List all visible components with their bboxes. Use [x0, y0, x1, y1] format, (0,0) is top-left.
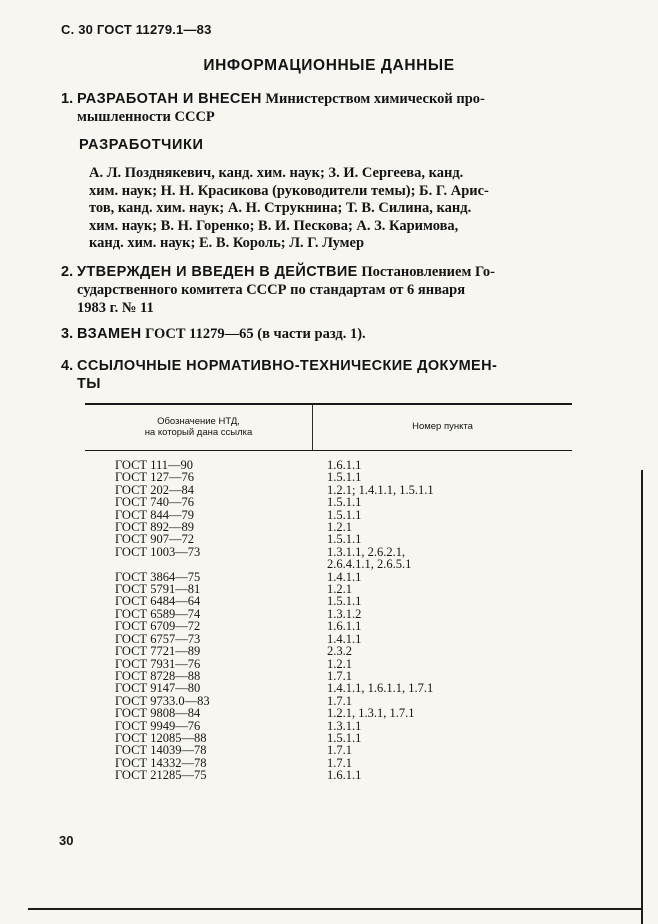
section-developed-by: [61, 90, 583, 126]
clause-numbers: 1.2.1: [327, 582, 352, 597]
developers-list: [89, 165, 583, 253]
gost-designation: ГОСТ 6484—64: [115, 594, 201, 609]
clause-numbers: 1.5.1.1: [327, 495, 362, 510]
section-text: ГОСТ 11279—65 (в части разд. 1).: [145, 326, 366, 342]
developers-line: тов, канд. хим. наук; А. Н. Струкнина; Т. В. Силина, канд.: [89, 200, 472, 216]
table-row: [85, 595, 572, 607]
gost-designation: [85, 558, 327, 570]
gost-designation: ГОСТ 6709—72: [115, 619, 201, 634]
table-row: [85, 769, 572, 781]
section-number: 2.: [61, 264, 74, 280]
document-title: ИНФОРМАЦИОННЫЕ ДАННЫЕ: [203, 57, 455, 74]
table-row: [85, 707, 572, 719]
clause-numbers: 2.3.2: [327, 644, 352, 659]
gost-designation: ГОСТ 12085—88: [115, 730, 207, 745]
table-header-text: Обозначение НТД,: [157, 415, 240, 427]
clause-numbers: 1.6.1.1: [327, 619, 362, 634]
clause-numbers: 1.5.1.1: [327, 532, 362, 547]
section-caps-heading: РАЗРАБОТАН И ВНЕСЕН: [77, 91, 262, 107]
table-row: [85, 471, 572, 483]
gost-designation: ГОСТ 6589—74: [115, 606, 201, 621]
table-header-designation: [85, 403, 312, 450]
table-row: [85, 620, 572, 632]
table-row: [85, 496, 572, 508]
table-body: [85, 459, 572, 782]
section-approved: [61, 263, 583, 317]
gost-designation: ГОСТ 7931—76: [115, 656, 201, 671]
section-caps-heading: УТВЕРЖДЕН И ВВЕДЕН В ДЕЙСТВИЕ: [77, 264, 358, 280]
gost-designation: ГОСТ 9733.0—83: [115, 693, 210, 708]
section-caps-heading: ССЫЛОЧНЫЕ НОРМАТИВНО-ТЕХНИЧЕСКИЕ ДОКУМЕН-: [77, 358, 498, 374]
gost-designation: ГОСТ 14039—78: [115, 743, 207, 758]
table-header-text: Номер пункта: [412, 421, 473, 432]
section-number: 1.: [61, 91, 74, 107]
section-number: 4.: [61, 358, 74, 374]
clause-numbers: 1.5.1.1: [327, 470, 362, 485]
developers-line: канд. хим. наук; Е. В. Король; Л. Г. Лумер: [89, 235, 365, 251]
clause-numbers: 1.6.1.1: [327, 768, 362, 783]
table-row: [85, 744, 572, 756]
section-number: 3.: [61, 326, 74, 342]
gost-designation: ГОСТ 7721—89: [115, 644, 201, 659]
gost-designation: ГОСТ 127—76: [115, 470, 194, 485]
section-caps-heading: ТЫ: [77, 376, 101, 392]
table-row: [85, 645, 572, 657]
table-header-rule: [85, 450, 572, 451]
section-line: [77, 263, 583, 281]
gost-designation: ГОСТ 6757—73: [115, 631, 201, 646]
clause-numbers: 1.5.1.1: [327, 730, 362, 745]
gost-designation: ГОСТ 9147—80: [115, 681, 201, 696]
clause-numbers: 1.2.1: [327, 656, 352, 671]
clause-numbers: 1.4.1.1: [327, 631, 362, 646]
clause-numbers: 1.7.1: [327, 743, 352, 758]
clause-numbers: 1.2.1; 1.4.1.1, 1.5.1.1: [327, 482, 434, 497]
clause-numbers: 1.2.1, 1.3.1, 1.7.1: [327, 706, 415, 721]
section-text: сударственного комитета СССР по стандартам от 6 января: [77, 282, 466, 298]
section-text: Постановлением Го-: [361, 264, 496, 280]
section-text: мышленности СССР: [77, 109, 215, 125]
page-number: 30: [59, 833, 74, 848]
gost-designation: ГОСТ 892—89: [115, 520, 194, 535]
gost-designation: ГОСТ 14332—78: [115, 755, 207, 770]
developers-line: А. Л. Позднякевич, канд. хим. наук; З. И. Сергеева, канд.: [89, 165, 464, 181]
developers-line: хим. наук; В. Н. Горенко; В. И. Пескова; А. З. Каримова,: [89, 217, 459, 234]
table-header-text: на который дана ссылка: [144, 426, 253, 438]
table-row: [85, 533, 572, 545]
gost-designation: ГОСТ 21285—75: [115, 768, 207, 783]
gost-designation: ГОСТ 3864—75: [115, 569, 201, 584]
clause-numbers: 2.6.4.1.1, 2.6.5.1: [327, 557, 412, 572]
clause-numbers: 1.4.1.1, 1.6.1.1, 1.7.1: [327, 681, 434, 696]
developers-heading: РАЗРАБОТЧИКИ: [79, 137, 204, 153]
clause-numbers: 1.3.1.1, 2.6.2.1,: [327, 544, 406, 559]
gost-designation: ГОСТ 740—76: [115, 495, 194, 510]
clause-numbers: 1.4.1.1: [327, 569, 362, 584]
section-reference-documents: [61, 357, 583, 393]
gost-designation: ГОСТ 111—90: [115, 458, 194, 472]
section-replaces: [61, 325, 583, 343]
clause-numbers: 1.7.1: [327, 693, 352, 708]
table-row: [85, 682, 572, 694]
scan-edge-right: [641, 470, 643, 924]
clause-numbers: 1.7.1: [327, 755, 352, 770]
section-line: [77, 90, 583, 108]
gost-designation: ГОСТ 9808—84: [115, 706, 201, 721]
section-text: Министерством химической про-: [265, 91, 485, 107]
clause-numbers: 1.3.1.2: [327, 606, 362, 621]
clause-numbers: 1.2.1: [327, 520, 352, 535]
gost-designation: ГОСТ 5791—81: [115, 582, 201, 597]
clause-numbers: 1.7.1: [327, 668, 352, 683]
developers-line: хим. наук; Н. Н. Красикова (руководители темы); Б. Г. Арис-: [89, 182, 489, 199]
page-header: С. 30 ГОСТ 11279.1—83: [61, 22, 212, 37]
table-header-clause: [313, 403, 572, 450]
gost-designation: ГОСТ 8728—88: [115, 668, 201, 683]
clause-numbers: 1.5.1.1: [327, 507, 362, 522]
gost-designation: ГОСТ 202—84: [115, 482, 194, 497]
gost-designation: ГОСТ 844—79: [115, 507, 194, 522]
section-text: 1983 г. № 11: [77, 300, 154, 316]
clause-numbers: 1.6.1.1: [327, 458, 362, 472]
clause-numbers: 1.3.1.1: [327, 718, 362, 733]
gost-designation: ГОСТ 907—72: [115, 532, 194, 547]
gost-designation: ГОСТ 9949—76: [115, 718, 201, 733]
table-row: [85, 558, 572, 570]
section-caps-heading: ВЗАМЕН: [77, 326, 142, 342]
clause-numbers: 1.5.1.1: [327, 594, 362, 609]
gost-designation: ГОСТ 1003—73: [115, 544, 201, 559]
scan-edge-bottom: [28, 908, 643, 910]
reference-table: [85, 403, 572, 823]
